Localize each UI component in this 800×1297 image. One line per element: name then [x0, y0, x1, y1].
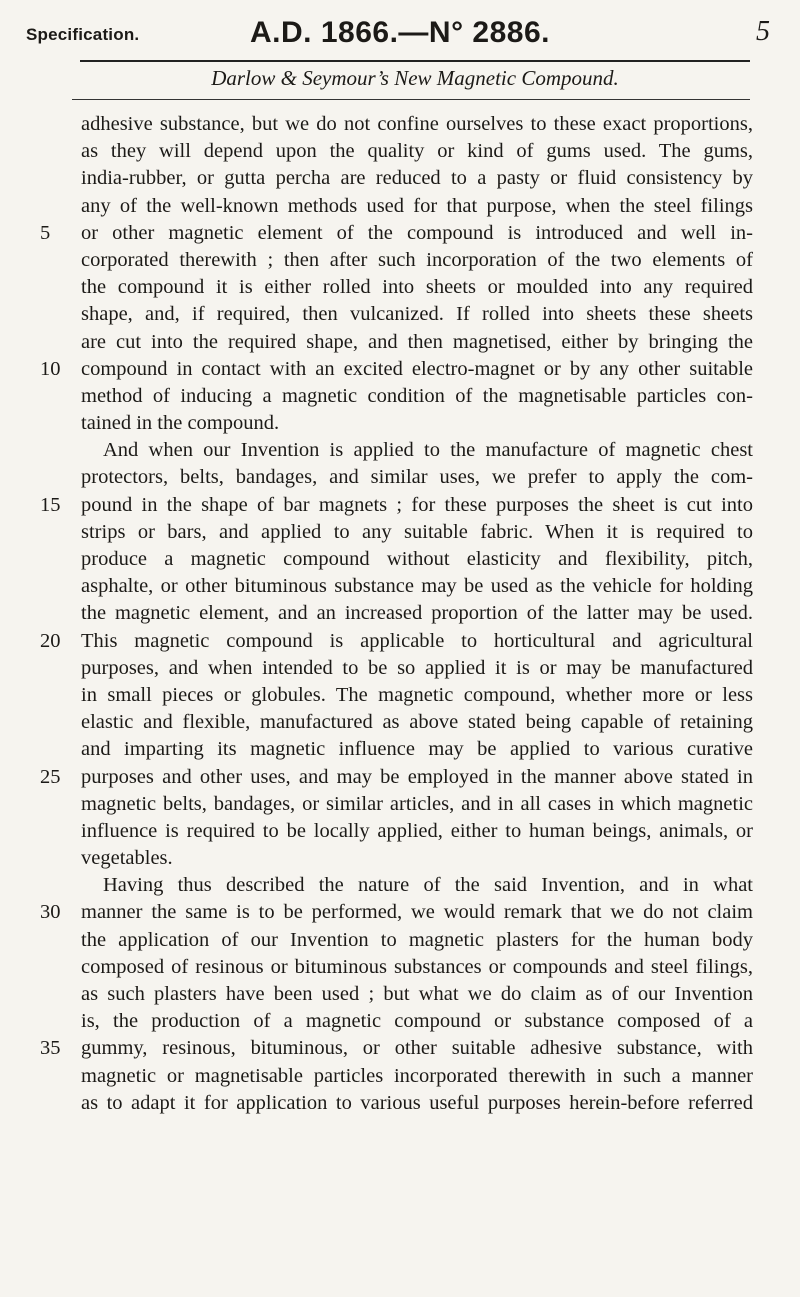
line-text: magnetic or magnetisable particles incorporated therewith in such a manner	[81, 1064, 753, 1087]
line-text: composed of resinous or bituminous substances or compounds and steel filings,	[81, 955, 753, 978]
line-text: the compound it is either rolled into sheets or moulded into any required	[81, 276, 753, 299]
line-text: protectors, belts, bandages, and similar uses, we prefer to apply the com-	[81, 466, 753, 489]
text-line	[0, 274, 800, 301]
line-text: purposes, and when intended to be so applied it is or may be manufactured	[81, 656, 753, 679]
text-line	[0, 437, 800, 464]
page-header	[26, 14, 770, 54]
line-text: india-rubber, or gutta percha are reduced to a pasty or fluid consistency by	[81, 167, 753, 190]
line-text: strips or bars, and applied to any suitable fabric. When it is required to	[81, 520, 753, 543]
text-line	[0, 329, 800, 356]
line-text: purposes and other uses, and may be employed in the manner above stated in	[81, 765, 753, 788]
line-text: manner the same is to be performed, we would remark that we do not claim	[81, 901, 753, 924]
line-text: vegetables.	[81, 847, 173, 870]
line-number: 35	[40, 1037, 61, 1060]
text-line	[0, 628, 800, 655]
line-text: are cut into the required shape, and then magnetised, either by bringing the	[81, 330, 753, 353]
line-text: the application of our Invention to magnetic plasters for the human body	[81, 928, 753, 951]
line-number: 30	[40, 901, 61, 924]
text-line	[0, 600, 800, 627]
text-line	[0, 165, 800, 192]
line-text: This magnetic compound is applicable to horticultural and agricultural	[81, 629, 753, 652]
line-text: and imparting its magnetic influence may be applied to various curative	[81, 738, 753, 761]
text-line	[0, 899, 800, 926]
line-number: 25	[40, 765, 61, 788]
line-text: Having thus described the nature of the said Invention, and in what	[103, 874, 753, 897]
line-number: 5	[40, 221, 51, 244]
text-line	[0, 1063, 800, 1090]
line-text: gummy, resinous, bituminous, or other suitable adhesive substance, with	[81, 1037, 753, 1060]
line-text: is, the production of a magnetic compound or substance composed of a	[81, 1010, 753, 1033]
text-line	[0, 1090, 800, 1117]
line-text: as they will depend upon the quality or kind of gums used. The gums,	[81, 140, 753, 163]
text-line	[0, 682, 800, 709]
text-line	[0, 546, 800, 573]
line-text: in small pieces or globules. The magnetic compound, whether more or less	[81, 683, 753, 706]
text-line	[0, 954, 800, 981]
line-text: adhesive substance, but we do not confine ourselves to these exact proportions,	[81, 113, 753, 135]
body-text	[0, 111, 800, 1117]
header-rule	[80, 60, 750, 62]
text-line	[0, 927, 800, 954]
text-line	[0, 383, 800, 410]
text-line	[0, 464, 800, 491]
line-number: 20	[40, 629, 61, 652]
line-number: 10	[40, 357, 61, 380]
text-line	[0, 220, 800, 247]
line-text: produce a magnetic compound without elasticity and flexibility, pitch,	[81, 548, 753, 570]
line-number: 15	[40, 493, 61, 516]
text-line	[0, 736, 800, 763]
line-text: compound in contact with an excited electro-magnet or by any other suitable	[81, 357, 753, 380]
line-text: pound in the shape of bar magnets ; for these purposes the sheet is cut into	[81, 493, 753, 516]
line-text: magnetic belts, bandages, or similar articles, and in all cases in which magnetic	[81, 792, 753, 815]
line-text: method of inducing a magnetic condition of the magnetisable particles con-	[81, 384, 753, 407]
text-line	[0, 301, 800, 328]
subtitle-rule	[72, 99, 750, 100]
text-line	[0, 791, 800, 818]
line-text: or other magnetic element of the compound is introduced and well in-	[81, 221, 753, 244]
text-line	[0, 410, 800, 437]
text-line	[0, 111, 800, 138]
text-line	[0, 845, 800, 872]
line-text: shape, and, if required, then vulcanized. If rolled into sheets these sheets	[81, 303, 753, 326]
line-text: as to adapt it for application to various useful purposes herein-before referred	[81, 1091, 753, 1114]
line-text: elastic and flexible, manufactured as above stated being capable of retaining	[81, 711, 753, 734]
line-text: any of the well-known methods used for that purpose, when the steel filings	[81, 194, 753, 217]
running-title: Darlow & Seymour’s New Magnetic Compound.	[211, 66, 619, 90]
patent-title: A.D. 1866.—N° 2886.	[250, 16, 550, 49]
text-line	[0, 709, 800, 736]
line-text: as such plasters have been used ; but what we do claim as of our Invention	[81, 983, 753, 1005]
text-line	[0, 193, 800, 220]
text-line	[0, 1035, 800, 1062]
line-text: influence is required to be locally applied, either to human beings, animals, or	[81, 819, 753, 842]
page-number: 5	[756, 16, 770, 47]
text-line	[0, 872, 800, 899]
text-line	[0, 247, 800, 274]
text-line	[0, 138, 800, 165]
text-line	[0, 655, 800, 682]
line-text: the magnetic element, and an increased proportion of the latter may be used.	[81, 602, 753, 625]
line-text: tained in the compound.	[81, 412, 280, 435]
text-line	[0, 573, 800, 600]
line-text: corporated therewith ; then after such incorporation of the two elements of	[81, 248, 753, 271]
specification-label: Specification.	[26, 25, 140, 44]
text-line	[0, 356, 800, 383]
line-text: And when our Invention is applied to the manufacture of magnetic chest	[103, 439, 753, 462]
text-line	[0, 492, 800, 519]
text-line	[0, 519, 800, 546]
text-line	[0, 764, 800, 791]
line-text: asphalte, or other bituminous substance may be used as the vehicle for holding	[81, 575, 753, 598]
text-line	[0, 1008, 800, 1035]
text-line	[0, 981, 800, 1008]
text-line	[0, 818, 800, 845]
